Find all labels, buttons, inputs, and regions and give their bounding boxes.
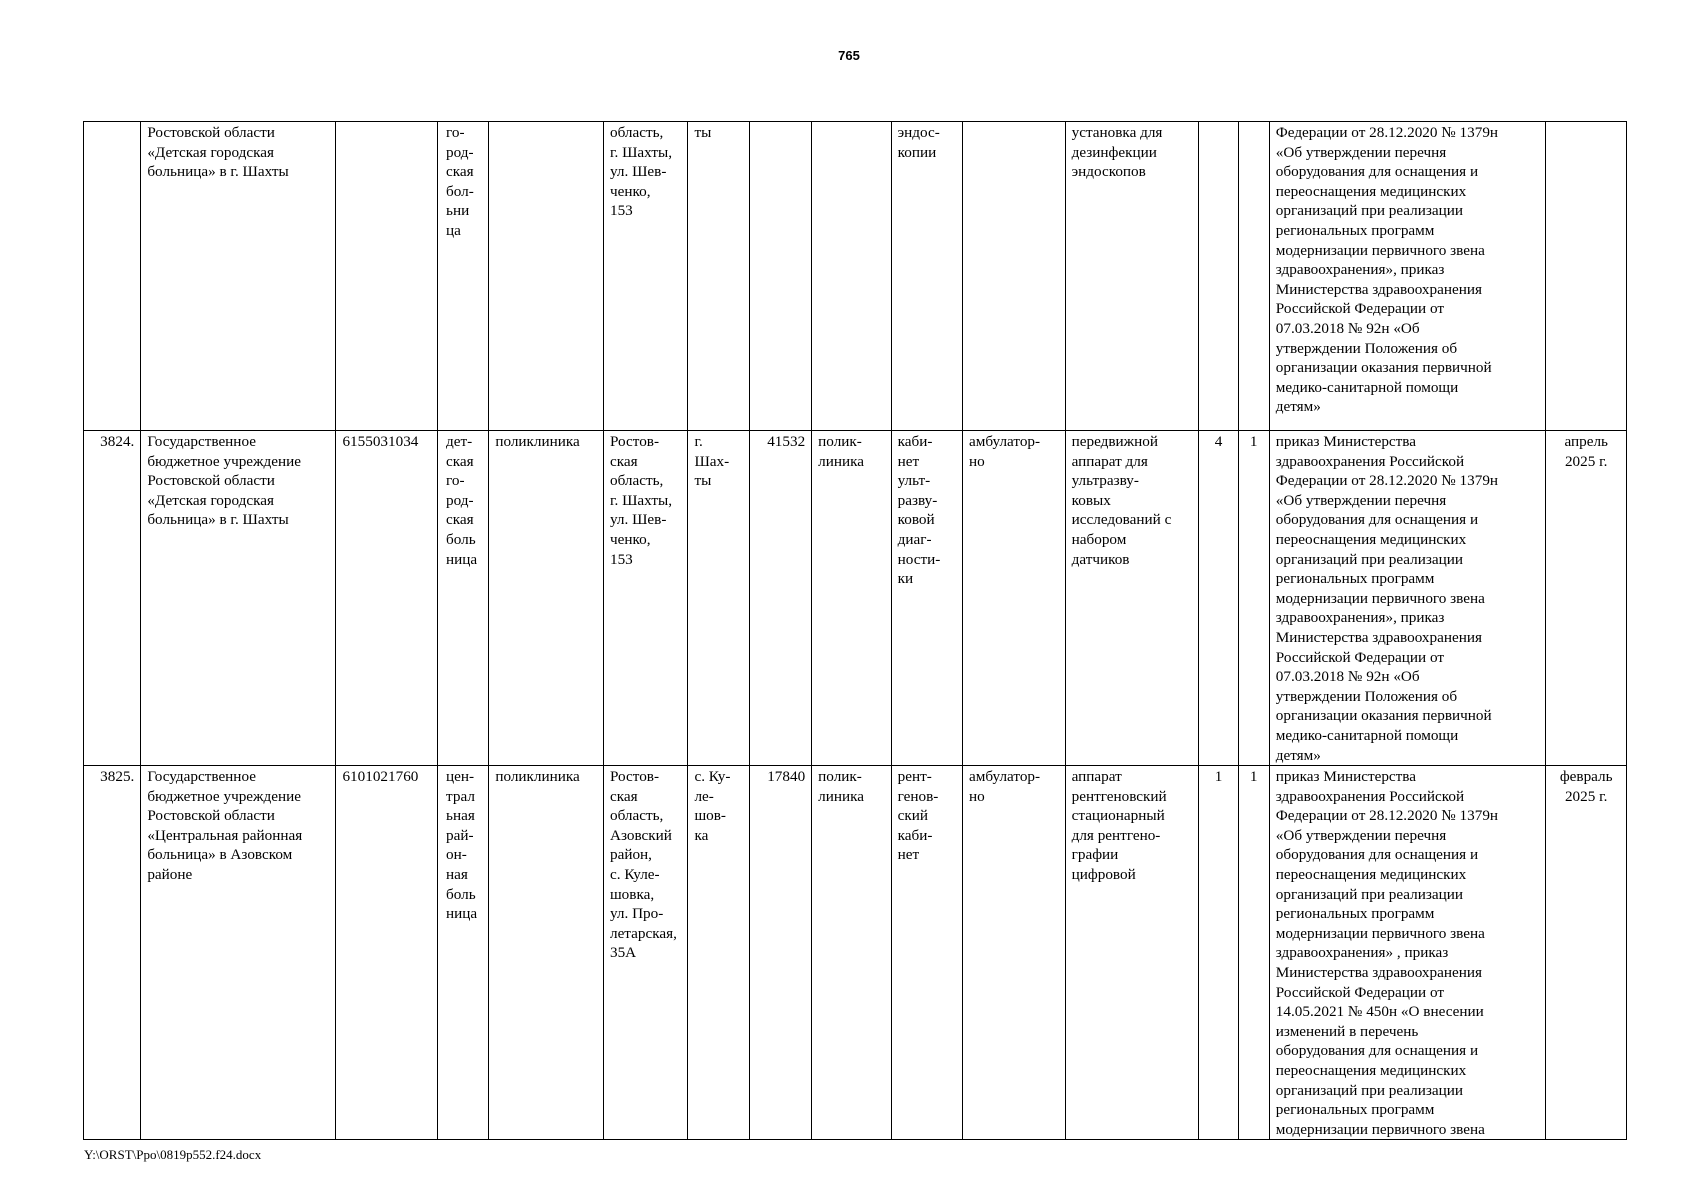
cell-text-line: летарская,	[609, 924, 677, 942]
cell-text-line: оборудования для оснащения и	[1275, 846, 1479, 864]
cell-text-line: здравоохранения Российской	[1275, 787, 1465, 805]
cell-text-line: февраль	[1559, 768, 1613, 786]
cell-text-line: ца	[446, 221, 461, 239]
cell-text-line: боль	[446, 885, 476, 903]
cell-text-line: Ростов-	[609, 433, 660, 450]
cell-text-line: трал	[446, 787, 475, 805]
table-row	[84, 122, 1627, 431]
unit-cell	[812, 122, 891, 431]
cell-text-line: здравоохранения» , приказ	[1275, 944, 1449, 962]
cell-text-line: ская	[609, 452, 638, 470]
room-cell	[891, 431, 962, 766]
cell-text-line: область,	[609, 472, 664, 490]
equipment-cell	[1065, 766, 1199, 1140]
legal-basis-cell	[1269, 766, 1546, 1140]
cell-text-line: род-	[446, 491, 474, 509]
locality-cell	[688, 122, 749, 431]
cell-text-line: ности-	[897, 550, 941, 568]
cell-text-line: организаций при реализации	[1275, 550, 1463, 568]
cell-text-line: ки	[897, 570, 914, 588]
cell-text-line: ский	[897, 807, 928, 825]
cell-text-line: ница	[446, 905, 478, 923]
cell-text-line: эндоскопов	[1071, 163, 1146, 181]
cell-text-line: ка	[694, 826, 709, 844]
cell-text-line: ская	[446, 511, 474, 529]
cell-text-line: Министерства здравоохранения	[1275, 280, 1482, 298]
locality-cell	[688, 766, 749, 1140]
address-cell	[603, 766, 687, 1140]
cell-text-line: нет	[897, 846, 920, 864]
cell-text-line: каби-	[897, 826, 933, 844]
cell-text-line: аппарат	[1071, 768, 1122, 786]
address-cell	[603, 431, 687, 766]
cell-text-line: ская	[609, 787, 638, 805]
care-form-cell	[963, 431, 1066, 766]
table-row	[84, 766, 1627, 1140]
quantity-cell: 1	[1199, 766, 1238, 1140]
cell-text-line: ченко,	[609, 530, 651, 548]
cell-text-line: оборудования для оснащения и	[1275, 163, 1479, 181]
cell-text-line: оборудования для оснащения и	[1275, 511, 1479, 529]
cell-text-line: ле-	[694, 787, 714, 805]
cell-text-line: род-	[446, 143, 474, 161]
cell-text-line: передвижной	[1071, 433, 1158, 450]
cell-text-line: для рентгено-	[1071, 826, 1161, 844]
cell-text-line: Ростовской области	[147, 472, 275, 490]
equipment-cell	[1065, 431, 1199, 766]
cell-text-line: с. Ку-	[694, 768, 731, 786]
page-number: 765	[838, 48, 860, 63]
cell-text-line: «Об утверждении перечня	[1275, 826, 1447, 844]
term-cell	[1546, 766, 1627, 1140]
legal-basis-cell	[1269, 431, 1546, 766]
cell-text-line: линика	[818, 452, 865, 470]
oktmo-cell: 17840	[749, 766, 811, 1140]
cell-text-line: районе	[147, 866, 193, 884]
row-number	[84, 122, 141, 431]
cell-text-line: приказ Министерства	[1275, 433, 1417, 450]
cell-text-line: бюджетное учреждение	[147, 787, 301, 805]
cell-text-line: каби-	[897, 433, 933, 450]
cell-text-line: область,	[609, 807, 664, 825]
cell-text-line: Российской Федерации от	[1275, 648, 1444, 666]
term-cell	[1546, 431, 1627, 766]
cell-text-line: 14.05.2021 № 450н «О внесении	[1275, 1003, 1484, 1021]
cell-text-line: ная	[446, 866, 468, 884]
cell-text-line: рент-	[897, 768, 932, 786]
cell-text-line: Азовский	[609, 826, 672, 844]
cell-text-line: диаг-	[897, 530, 932, 548]
cell-text-line: го-	[446, 472, 465, 490]
institution-type-cell	[438, 766, 489, 1140]
cell-text-line: ты	[694, 124, 712, 141]
institution-type-cell	[438, 431, 489, 766]
cell-text-line: детям»	[1275, 746, 1321, 764]
cell-text-line: г. Шахты,	[609, 491, 673, 509]
cell-text-line: Российской Федерации от	[1275, 983, 1444, 1001]
cell-text-line: Шах-	[694, 452, 730, 470]
room-cell	[891, 122, 962, 431]
cell-text-line: установка для	[1071, 124, 1163, 141]
oktmo-cell	[749, 122, 811, 431]
cell-text-line: поликлиника	[495, 433, 580, 450]
quantity-cell	[1199, 122, 1238, 431]
cell-text-line: Государственное	[147, 433, 256, 450]
cell-text-line: боль	[446, 530, 476, 548]
cell-text-line: региональных программ	[1275, 905, 1435, 923]
row-number: 3825.	[84, 766, 141, 1140]
cell-text-line: исследований с	[1071, 511, 1172, 529]
cell-text-line: поликлиника	[495, 768, 580, 786]
cell-text-line: датчиков	[1071, 550, 1130, 568]
cell-text-line: разву-	[897, 491, 938, 509]
cell-text-line: здравоохранения», приказ	[1275, 261, 1445, 279]
cell-text-line: ул. Про-	[609, 905, 664, 923]
institution-name-cell	[141, 431, 336, 766]
footer-file-path: Y:\ORST\Ppo\0819p552.f24.docx	[84, 1147, 262, 1162]
subdivision-cell	[489, 122, 604, 431]
care-form-cell	[963, 122, 1066, 431]
cell-text-line: но	[969, 452, 985, 470]
cell-text-line: Федерации от 28.12.2020 № 1379н	[1275, 807, 1499, 825]
cell-text-line: амбулатор-	[969, 768, 1041, 786]
cell-text-line: больница» в Азовском	[147, 846, 293, 864]
cell-text-line: больница» в г. Шахты	[147, 511, 289, 529]
cell-text-line: линика	[818, 787, 865, 805]
table-row	[84, 431, 1627, 766]
cell-text-line: организации оказания первичной	[1275, 707, 1492, 725]
cell-text-line: 07.03.2018 № 92н «Об	[1275, 668, 1420, 686]
cell-text-line: ты	[694, 472, 712, 490]
cell-text-line: Государственное	[147, 768, 256, 786]
cell-text-line: «Детская городская	[147, 491, 274, 509]
cell-text-line: «Детская городская	[147, 143, 274, 161]
cell-text-line: здравоохранения», приказ	[1275, 609, 1445, 627]
cell-text-line: организаций при реализации	[1275, 885, 1463, 903]
cell-text-line: 153	[609, 550, 633, 568]
cell-text-line: модернизации первичного звена	[1275, 924, 1485, 942]
cell-text-line: набором	[1071, 530, 1127, 548]
care-form-cell	[963, 766, 1066, 1140]
cell-text-line: утверждении Положения об	[1275, 339, 1458, 357]
cell-text-line: ковой	[897, 511, 935, 529]
cell-text-line: 35А	[609, 944, 637, 962]
cell-text-line: цен-	[446, 768, 475, 786]
subdivision-cell	[489, 766, 604, 1140]
cell-text-line: ковых	[1071, 491, 1111, 509]
cell-text-line: организации оказания первичной	[1275, 359, 1492, 377]
cell-text-line: региональных программ	[1275, 570, 1435, 588]
cell-text-line: дет-	[446, 433, 473, 450]
cell-text-line: здравоохранения Российской	[1275, 452, 1465, 470]
cell-text-line: организаций при реализации	[1275, 1081, 1463, 1099]
cell-text-line: графии	[1071, 846, 1119, 864]
cell-text-line: ул. Шев-	[609, 511, 667, 529]
cell-text-line: полик-	[818, 433, 862, 450]
institution-name-cell	[141, 122, 336, 431]
quantity-cell: 1	[1238, 431, 1269, 766]
institution-type-cell	[438, 122, 489, 431]
cell-text-line: нет	[897, 452, 920, 470]
cell-text-line: переоснащения медицинских	[1275, 1062, 1467, 1079]
cell-text-line: региональных программ	[1275, 1101, 1435, 1119]
quantity-cell: 4	[1199, 431, 1238, 766]
address-cell	[603, 122, 687, 431]
cell-text-line: организаций при реализации	[1275, 202, 1463, 220]
cell-text-line: изменений в перечень	[1275, 1022, 1419, 1040]
quantity-cell: 1	[1238, 766, 1269, 1140]
cell-text-line: ультразву-	[1071, 472, 1139, 490]
cell-text-line: Федерации от 28.12.2020 № 1379н	[1275, 124, 1499, 141]
term-cell	[1546, 122, 1627, 431]
cell-text-line: с. Куле-	[609, 866, 660, 884]
cell-text-line: бол-	[446, 182, 474, 200]
cell-text-line: модернизации первичного звена	[1275, 241, 1485, 259]
cell-text-line: Ростов-	[609, 768, 660, 786]
cell-text-line: бюджетное учреждение	[147, 452, 301, 470]
subdivision-cell	[489, 431, 604, 766]
locality-cell	[688, 431, 749, 766]
cell-text-line: утверждении Положения об	[1275, 687, 1458, 705]
cell-text-line: ульт-	[897, 472, 931, 490]
inn-cell	[336, 122, 438, 431]
cell-text-line: рентгеновский	[1071, 787, 1167, 805]
row-number: 3824.	[84, 431, 141, 766]
cell-text-line: но	[969, 787, 985, 805]
cell-text-line: рай-	[446, 826, 474, 844]
equipment-table	[83, 121, 1627, 1140]
cell-text-line: Ростовской области	[147, 807, 275, 825]
cell-text-line: модернизации первичного звена	[1275, 1120, 1485, 1138]
cell-text-line: аппарат для	[1071, 452, 1148, 470]
cell-text-line: стационарный	[1071, 807, 1165, 825]
cell-text-line: ская	[446, 452, 474, 470]
cell-text-line: Ростовской области	[147, 124, 275, 141]
cell-text-line: медико-санитарной помощи	[1275, 726, 1459, 744]
cell-text-line: шов-	[694, 807, 726, 825]
cell-text-line: г.	[694, 433, 703, 450]
equipment-cell	[1065, 122, 1199, 431]
cell-text-line: «Об утверждении перечня	[1275, 143, 1447, 161]
cell-text-line: генов-	[897, 787, 939, 805]
cell-text-line: ская	[446, 163, 474, 181]
cell-text-line: он-	[446, 846, 467, 864]
cell-text-line: ница	[446, 550, 478, 568]
cell-text-line: область,	[609, 124, 664, 141]
cell-text-line: Федерации от 28.12.2020 № 1379н	[1275, 472, 1499, 490]
cell-text-line: го-	[446, 124, 465, 141]
cell-text-line: медико-санитарной помощи	[1275, 378, 1459, 396]
cell-text-line: Российской Федерации от	[1275, 300, 1444, 318]
cell-text-line: дезинфекции	[1071, 143, 1157, 161]
cell-text-line: цифровой	[1071, 866, 1136, 884]
cell-text-line: 2025 г.	[1564, 452, 1608, 470]
room-cell	[891, 766, 962, 1140]
cell-text-line: переоснащения медицинских	[1275, 182, 1467, 200]
unit-cell	[812, 431, 891, 766]
cell-text-line: копии	[897, 143, 937, 161]
legal-basis-cell	[1269, 122, 1546, 431]
cell-text-line: ул. Шев-	[609, 163, 667, 181]
unit-cell	[812, 766, 891, 1140]
institution-name-cell	[141, 766, 336, 1140]
cell-text-line: детям»	[1275, 398, 1321, 416]
cell-text-line: переоснащения медицинских	[1275, 530, 1467, 548]
cell-text-line: «Центральная районная	[147, 826, 303, 844]
cell-text-line: оборудования для оснащения и	[1275, 1042, 1479, 1060]
cell-text-line: переоснащения медицинских	[1275, 866, 1467, 884]
cell-text-line: ьная	[446, 807, 475, 825]
cell-text-line: ьни	[446, 202, 470, 220]
cell-text-line: 153	[609, 202, 633, 220]
cell-text-line: модернизации первичного звена	[1275, 589, 1485, 607]
quantity-cell	[1238, 122, 1269, 431]
inn-cell: 6101021760	[336, 766, 438, 1140]
cell-text-line: Министерства здравоохранения	[1275, 964, 1482, 982]
cell-text-line: Министерства здравоохранения	[1275, 628, 1482, 646]
cell-text-line: амбулатор-	[969, 433, 1041, 450]
inn-cell: 6155031034	[336, 431, 438, 766]
oktmo-cell: 41532	[749, 431, 811, 766]
cell-text-line: региональных программ	[1275, 221, 1435, 239]
cell-text-line: район,	[609, 846, 652, 864]
cell-text-line: 2025 г.	[1564, 787, 1608, 805]
cell-text-line: 07.03.2018 № 92н «Об	[1275, 319, 1420, 337]
cell-text-line: ченко,	[609, 182, 651, 200]
cell-text-line: приказ Министерства	[1275, 768, 1417, 786]
cell-text-line: шовка,	[609, 885, 655, 903]
cell-text-line: «Об утверждении перечня	[1275, 491, 1447, 509]
cell-text-line: эндос-	[897, 124, 940, 141]
cell-text-line: г. Шахты,	[609, 143, 673, 161]
cell-text-line: полик-	[818, 768, 862, 786]
cell-text-line: апрель	[1564, 433, 1608, 450]
cell-text-line: больница» в г. Шахты	[147, 163, 289, 181]
